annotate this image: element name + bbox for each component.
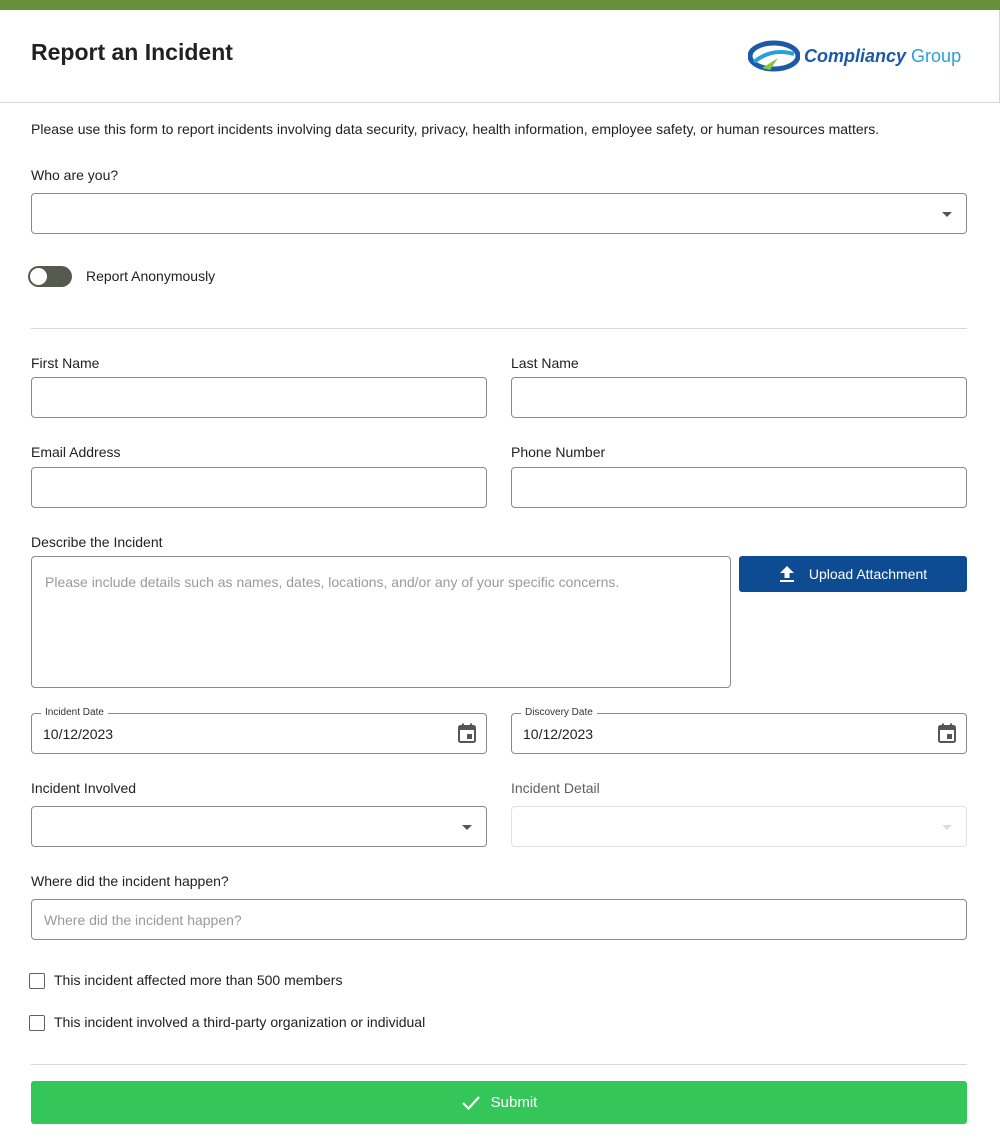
- header: [0, 10, 1000, 103]
- who-label: Who are you?: [31, 167, 119, 183]
- email-input[interactable]: [32, 468, 486, 507]
- chevron-down-icon: [942, 825, 952, 830]
- first-name-label: First Name: [31, 355, 100, 371]
- chevron-down-icon: [942, 212, 952, 217]
- anonymous-label: Report Anonymously: [86, 268, 216, 284]
- toggle-knob: [30, 268, 47, 285]
- description-placeholder: Please include details such as names, dates, locations, and/or any of your specific concerns.: [45, 574, 620, 590]
- location-label: Where did the incident happen?: [31, 873, 229, 889]
- logo-swoosh-icon: [748, 38, 800, 74]
- third-party-checkbox-label[interactable]: This incident involved a third-party organization or individual: [54, 1014, 426, 1030]
- discovery-date-field[interactable]: [511, 707, 967, 754]
- top-accent-bar: [0, 0, 1000, 10]
- email-field[interactable]: [31, 467, 487, 508]
- check-icon: [461, 1095, 481, 1111]
- footer-divider: [31, 1064, 967, 1065]
- logo-word-compliancy: Compliancy: [804, 45, 907, 66]
- logo-word-group: Group: [911, 45, 962, 66]
- members-checkbox[interactable]: [29, 973, 45, 989]
- last-name-field[interactable]: [511, 377, 967, 418]
- location-input[interactable]: [32, 900, 966, 939]
- members-checkbox-label[interactable]: This incident affected more than 500 members: [54, 972, 343, 988]
- who-select[interactable]: [31, 193, 967, 234]
- logo-text: [804, 46, 961, 67]
- submit-label: Submit: [490, 1094, 538, 1111]
- incident-date-field[interactable]: [31, 707, 487, 754]
- submit-button[interactable]: [31, 1081, 967, 1124]
- email-label: Email Address: [31, 444, 121, 460]
- third-party-checkbox[interactable]: [29, 1015, 45, 1031]
- incident-date-value: 10/12/2023: [43, 726, 114, 742]
- phone-label: Phone Number: [511, 444, 606, 460]
- incident-involved-label: Incident Involved: [31, 780, 137, 796]
- description-label: Describe the Incident: [31, 534, 163, 550]
- last-name-input[interactable]: [512, 378, 966, 417]
- calendar-icon[interactable]: [457, 723, 477, 749]
- first-name-input[interactable]: [32, 378, 486, 417]
- location-field[interactable]: [31, 899, 967, 940]
- incident-detail-select: [511, 806, 967, 847]
- first-name-field[interactable]: [31, 377, 487, 418]
- upload-attachment-button[interactable]: [739, 556, 967, 592]
- description-textarea[interactable]: [31, 556, 731, 688]
- company-logo: [748, 36, 961, 76]
- calendar-icon[interactable]: [937, 723, 957, 749]
- discovery-date-label: Discovery Date: [521, 707, 597, 719]
- upload-icon: [779, 565, 795, 583]
- phone-field[interactable]: [511, 467, 967, 508]
- incident-date-label: Incident Date: [41, 707, 108, 719]
- incident-involved-select[interactable]: [31, 806, 487, 847]
- page-title: Report an Incident: [31, 39, 233, 65]
- intro-text: Please use this form to report incidents involving data security, privacy, health information, employee safety, or human resources matters.: [31, 121, 880, 137]
- last-name-label: Last Name: [511, 355, 579, 371]
- section-divider: [31, 328, 967, 329]
- discovery-date-value: 10/12/2023: [523, 726, 594, 742]
- anonymous-toggle[interactable]: [28, 266, 72, 287]
- incident-detail-label: Incident Detail: [511, 780, 600, 796]
- upload-label: Upload Attachment: [808, 566, 928, 582]
- chevron-down-icon: [462, 825, 472, 830]
- phone-input[interactable]: [512, 468, 966, 507]
